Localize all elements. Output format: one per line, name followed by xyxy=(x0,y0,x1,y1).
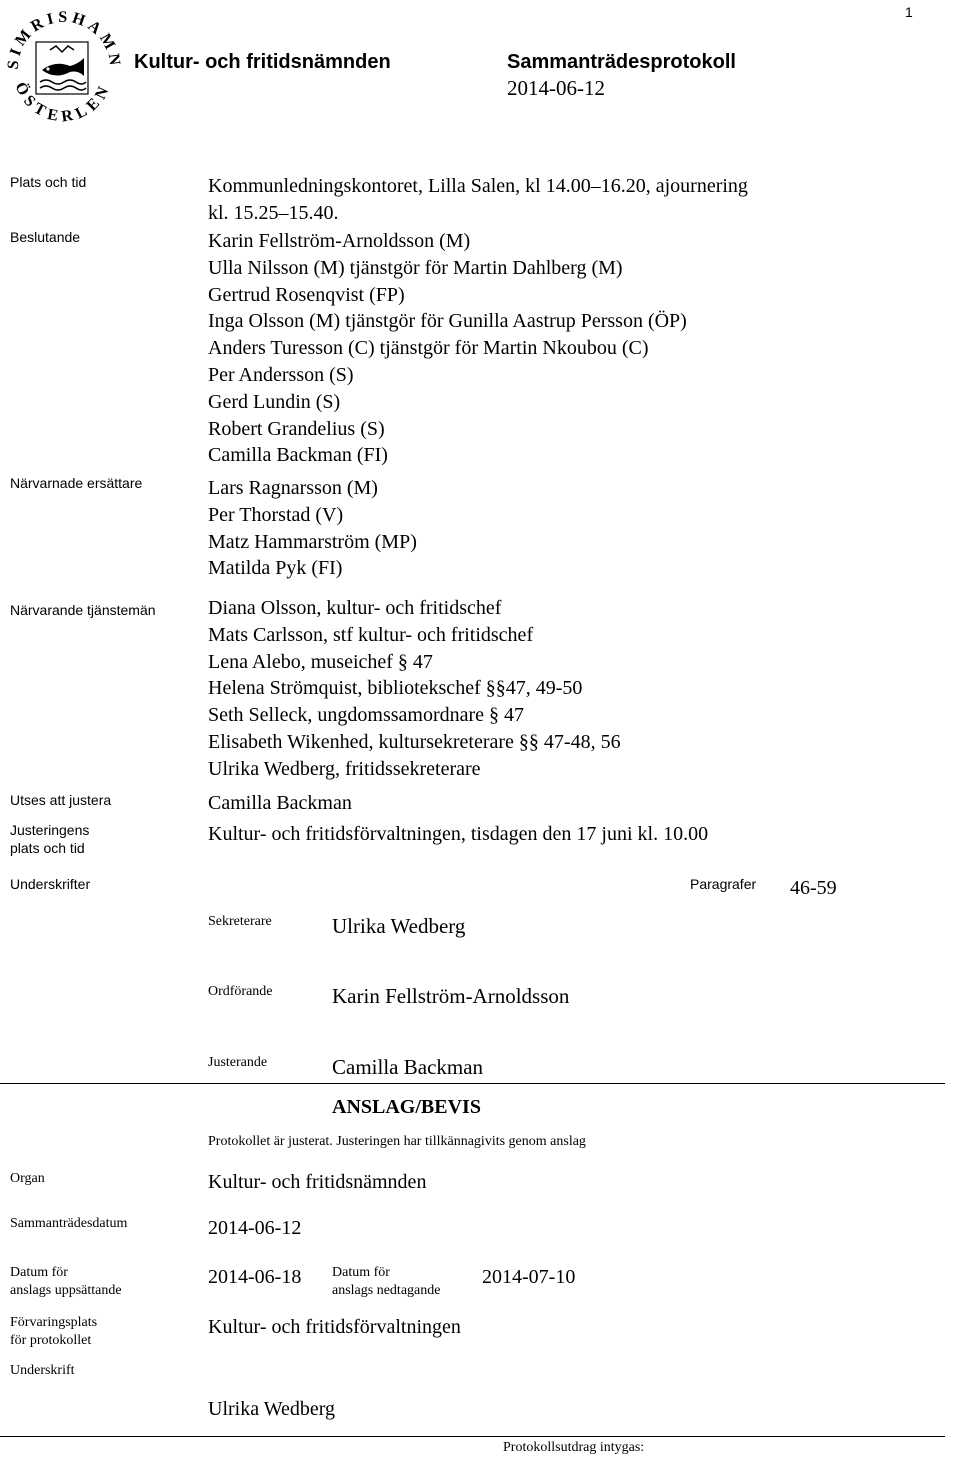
posted-label-2: anslags uppsättande xyxy=(10,1283,122,1298)
list-item: Ulrika Wedberg, fritidssekreterare xyxy=(208,757,481,780)
divider-line xyxy=(0,1083,945,1084)
place-label: Plats och tid xyxy=(10,174,87,190)
substitutes-list xyxy=(208,475,417,582)
svg-text:ÖSTERLEN: ÖSTERLEN xyxy=(11,79,115,125)
footer-line xyxy=(0,1436,945,1437)
secretary-label: Sekreterare xyxy=(208,914,272,929)
posted-date: 2014-06-18 xyxy=(208,1266,302,1288)
list-item: Gerd Lundin (S) xyxy=(208,390,341,413)
meeting-date-label: Sammanträdesdatum xyxy=(10,1216,128,1231)
adjust-place-label-1: Justeringens xyxy=(10,822,90,838)
notice-title: ANSLAG/BEVIS xyxy=(332,1096,481,1118)
secretary-name: Ulrika Wedberg xyxy=(332,914,466,938)
organ-value: Kultur- och fritidsnämnden xyxy=(208,1171,427,1193)
list-item: Lena Alebo, museichef § 47 xyxy=(208,650,433,673)
committee-title: Kultur- och fritidsnämnden xyxy=(134,51,391,73)
removed-label-1: Datum för xyxy=(332,1265,390,1280)
signatures-label: Underskrifter xyxy=(10,876,91,892)
municipality-logo xyxy=(0,0,125,125)
storage-value: Kultur- och fritidsförvaltningen xyxy=(208,1316,461,1338)
list-item: Helena Strömquist, bibliotekschef §§47, 49-50 xyxy=(208,677,583,700)
chair-label: Ordförande xyxy=(208,984,273,999)
list-item: Mats Carlsson, stf kultur- och fritidschef xyxy=(208,623,534,646)
list-item: Anders Turesson (C) tjänstgör för Martin Nkoubou (C) xyxy=(208,337,649,360)
list-item: Elisabeth Wikenhed, kultursekreterare §§ 47-48, 56 xyxy=(208,730,621,753)
adjust-place: Kultur- och fritidsförvaltningen, tisdagen den 17 juni kl. 10.00 xyxy=(208,823,709,845)
list-item: Ulla Nilsson (M) tjänstgör för Martin Dahlberg (M) xyxy=(208,256,623,279)
list-item: Matilda Pyk (FI) xyxy=(208,557,343,580)
list-item: Per Thorstad (V) xyxy=(208,503,344,526)
place-line-2: kl. 15.25–15.40. xyxy=(208,202,339,224)
place-line-1: Kommunledningskontoret, Lilla Salen, kl 14.00–16.20, ajournering xyxy=(208,175,748,197)
paragraphs-label: Paragrafer xyxy=(690,876,757,892)
removed-date: 2014-07-10 xyxy=(482,1266,576,1288)
list-item: Seth Selleck, ungdomssamordnare § 47 xyxy=(208,704,525,727)
officials-label: Närvarande tjänstemän xyxy=(10,602,156,618)
signature-adjuster-name: Camilla Backman xyxy=(332,1055,484,1079)
notice-statement: Protokollet är justerat. Justeringen har tillkännagivits genom anslag xyxy=(208,1134,586,1149)
page-number: 1 xyxy=(905,4,913,20)
officials-list xyxy=(208,595,621,783)
list-item: Camilla Backman (FI) xyxy=(208,444,388,467)
adjuster-name: Camilla Backman xyxy=(208,792,352,814)
chair-name: Karin Fellström-Arnoldsson xyxy=(332,984,570,1008)
list-item: Per Andersson (S) xyxy=(208,363,354,386)
substitutes-label: Närvarnade ersättare xyxy=(10,475,143,491)
list-item: Gertrud Rosenqvist (FP) xyxy=(208,283,405,306)
paragraphs-value: 46-59 xyxy=(790,877,837,899)
list-item: Matz Hammarström (MP) xyxy=(208,530,417,553)
storage-label-2: för protokollet xyxy=(10,1333,92,1348)
signature-label: Underskrift xyxy=(10,1363,75,1378)
meeting-date: 2014-06-12 xyxy=(507,76,605,100)
decision-members-list xyxy=(208,228,687,469)
organ-label: Organ xyxy=(10,1171,45,1186)
certified-label: Protokollsutdrag intygas: xyxy=(503,1440,645,1455)
decision-label: Beslutande xyxy=(10,229,81,245)
document-type: Sammanträdesprotokoll xyxy=(507,51,736,73)
list-item: Inga Olsson (M) tjänstgör för Gunilla Aastrup Persson (ÖP) xyxy=(208,310,687,333)
list-item: Robert Grandelius (S) xyxy=(208,417,385,440)
list-item: Lars Ragnarsson (M) xyxy=(208,477,378,499)
list-item: Diana Olsson, kultur- och fritidschef xyxy=(208,597,502,619)
adjuster-label: Utses att justera xyxy=(10,792,112,808)
posted-label-1: Datum för xyxy=(10,1265,68,1280)
adjust-place-label-2: plats och tid xyxy=(10,840,85,856)
list-item: Karin Fellström-Arnoldsson (M) xyxy=(208,230,471,252)
removed-label-2: anslags nedtagande xyxy=(332,1283,441,1298)
signature-value: Ulrika Wedberg xyxy=(208,1398,336,1420)
signature-adjuster-label: Justerande xyxy=(208,1055,268,1070)
meeting-date-value: 2014-06-12 xyxy=(208,1217,302,1239)
storage-label-1: Förvaringsplats xyxy=(10,1315,98,1330)
svg-text:SIMRISHAMN: SIMRISHAMN xyxy=(4,8,124,71)
